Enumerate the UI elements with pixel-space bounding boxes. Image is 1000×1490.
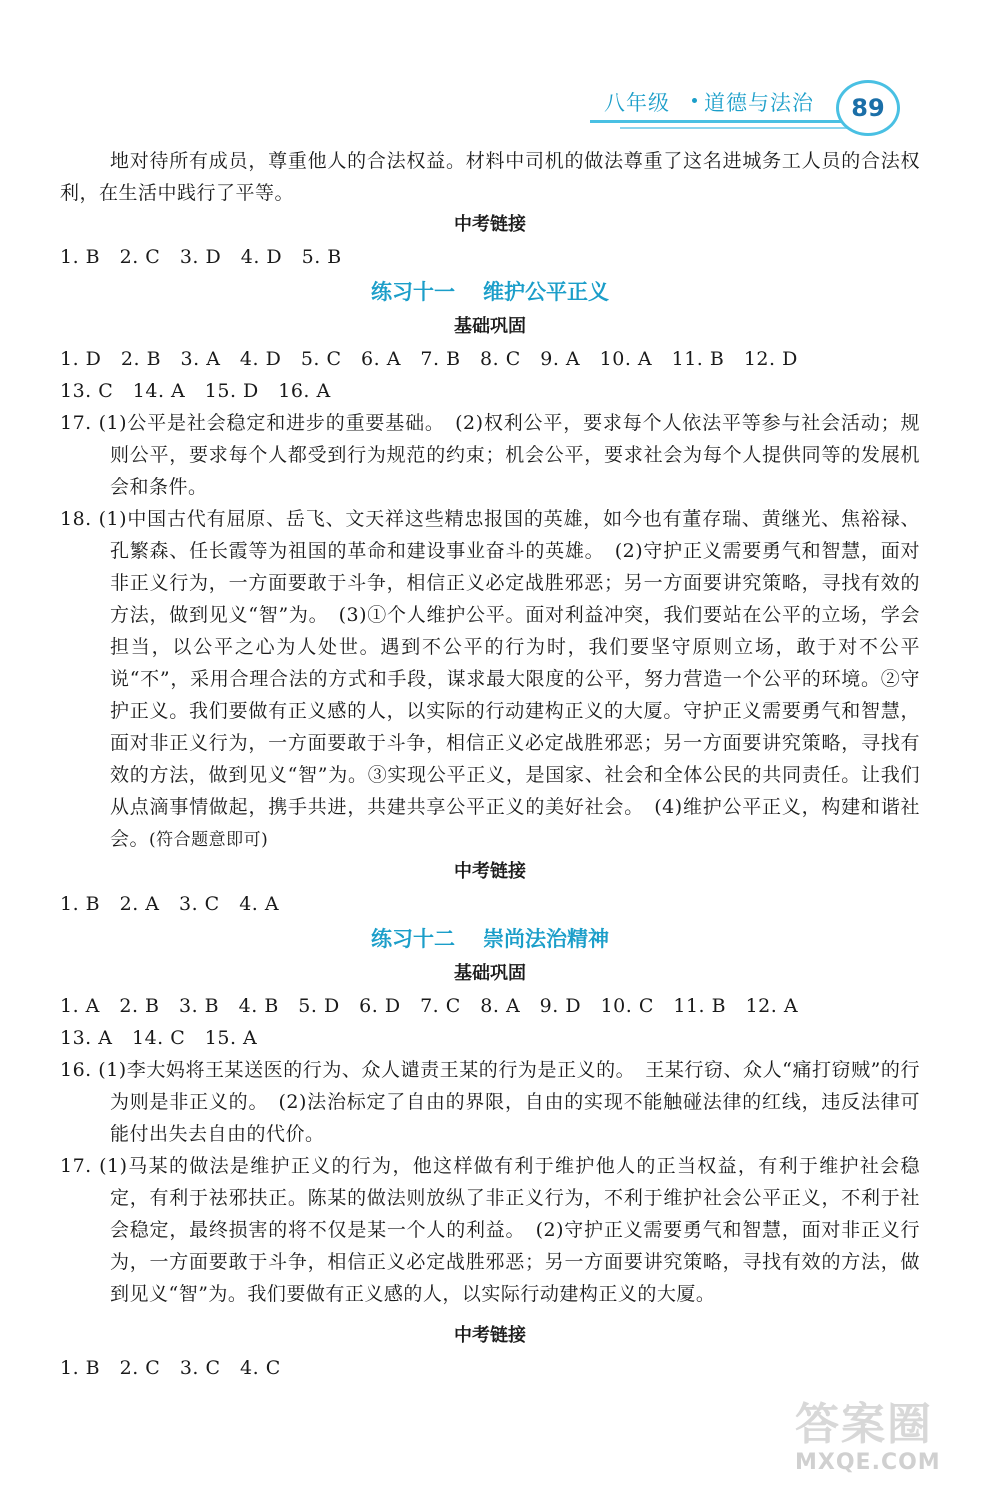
section-heading-exam-link: 中考链接 bbox=[454, 861, 526, 882]
section-heading-exam-link: 中考链接 bbox=[454, 1325, 526, 1346]
answer-row: 1. B 2. A 3. C 4. A bbox=[60, 893, 280, 915]
exercise-name: 崇尚法治精神 bbox=[483, 927, 609, 951]
exercise-title bbox=[60, 273, 920, 311]
answer-content bbox=[60, 145, 920, 1384]
answer-note: (符合题意即可) bbox=[149, 830, 269, 850]
intro-paragraph: 地对待所有成员，尊重他人的合法权益。材料中司机的做法尊重了这名进城务工人员的合法权利，在生活中践行了平等。 bbox=[60, 150, 920, 204]
answer-question-18 bbox=[60, 503, 920, 856]
answer-row: 13. A 14. C 15. A bbox=[60, 1027, 258, 1049]
header-rule-secondary bbox=[620, 127, 850, 129]
exercise-number: 练习十二 bbox=[371, 927, 455, 951]
watermark-logo-text: 答案圈 bbox=[795, 1399, 933, 1450]
answer-row: 1. A 2. B 3. B 4. B 5. D 6. D 7. C 8. A 9. D 10. C 11. B 12. A bbox=[60, 995, 799, 1017]
section-heading-basics: 基础巩固 bbox=[454, 316, 526, 337]
answer-row: 13. C 14. A 15. D 16. A bbox=[60, 380, 331, 402]
site-watermark bbox=[795, 1400, 990, 1485]
answer-row: 1. B 2. C 3. D 4. D 5. B bbox=[60, 246, 342, 268]
header-grade: 八年级 bbox=[604, 91, 670, 115]
answer-row: 1. D 2. B 3. A 4. D 5. C 6. A 7. B 8. C 9. A 10. A 11. B 12. D bbox=[60, 348, 798, 370]
answer-question-17: 17. (1)公平是社会稳定和进步的重要基础。 (2)权利公平，要求每个人依法平等参与社会活动；规则公平，要求每个人都受到行为规范的约束；机会公平，要求社会为每个人提供同等的发展机会和条件。 bbox=[60, 412, 920, 498]
section-heading-exam-link: 中考链接 bbox=[454, 214, 526, 235]
header-subject: 道德与法治 bbox=[704, 91, 814, 115]
answer-question-17: 17. (1)马某的做法是维护正义的行为，他这样做有利于维护他人的正当权益，有利于维护社会稳定，有利于祛邪扶正。陈某的做法则放纵了非正义行为，不利于维护社会公平正义，不利于社会稳定，最终损害的将不仅是某一个人的利益。 (2)守护正义需要勇气和智慧，面对非正义行为，一方面要敢于斗争，相信正义必定战胜邪恶；另一方面要讲究策略，寻找有效的方法，做到见义“智”为。我们要做有正义感的人，以实际行动建构正义的大厦。 bbox=[60, 1155, 920, 1305]
answer-question-16: 16. (1)李大妈将王某送医的行为、众人谴责王某的行为是正义的。 王某行窃、众人“痛打窃贼”的行为则是非正义的。 (2)法治标定了自由的界限，自由的实现不能触碰法律的红线，违反法律可能付出失去自由的代价。 bbox=[60, 1059, 920, 1145]
answer-row: 1. B 2. C 3. C 4. C bbox=[60, 1357, 281, 1379]
exercise-number: 练习十一 bbox=[371, 280, 455, 304]
answer-question-18-text: 18. (1)中国古代有屈原、岳飞、文天祥这些精忠报国的英雄，如今也有董存瑞、黄继光、焦裕禄、孔繁森、任长霞等为祖国的革命和建设事业奋斗的英雄。 (2)守护正义需要勇气和智慧，面对非正义行为，一方面要敢于斗争，相信正义必定战胜邪恶；另一方面要讲究策略，寻找有效的方法，做到见义“智”为。 (3)①个人维护公平。面对利益冲突，我们要站在公平的立场，学会担当，以公平之心为人处世。遇到不公平的行为时，我们要坚守原则立场，敢于对不公平说“不”，采用合理合法的方式和手段，谋求最大限度的公平，努力营造一个公平的环境。②守护正义。我们要做有正义感的人，以实际的行动建构正义的大厦。守护正义需要勇气和智慧，面对非正义行为，一方面要敢于斗争，相信正义必定战胜邪恶；另一方面要讲究策略，寻找有效的方法，做到见义“智”为。③实现公平正义，是国家、社会和全体公民的共同责任。让我们从点滴事情做起，携手共进，共建共享公平正义的美好社会。 (4)维护公平正义，构建和谐社会。 bbox=[60, 508, 920, 850]
header-rule bbox=[590, 120, 845, 123]
section-heading-basics: 基础巩固 bbox=[454, 963, 526, 984]
page-header bbox=[590, 80, 900, 140]
exercise-title bbox=[60, 920, 920, 958]
page-number-badge: 89 bbox=[836, 80, 900, 136]
header-separator-dot bbox=[692, 98, 697, 103]
watermark-domain: MXQE.COM bbox=[795, 1450, 941, 1475]
exercise-name: 维护公平正义 bbox=[483, 280, 609, 304]
